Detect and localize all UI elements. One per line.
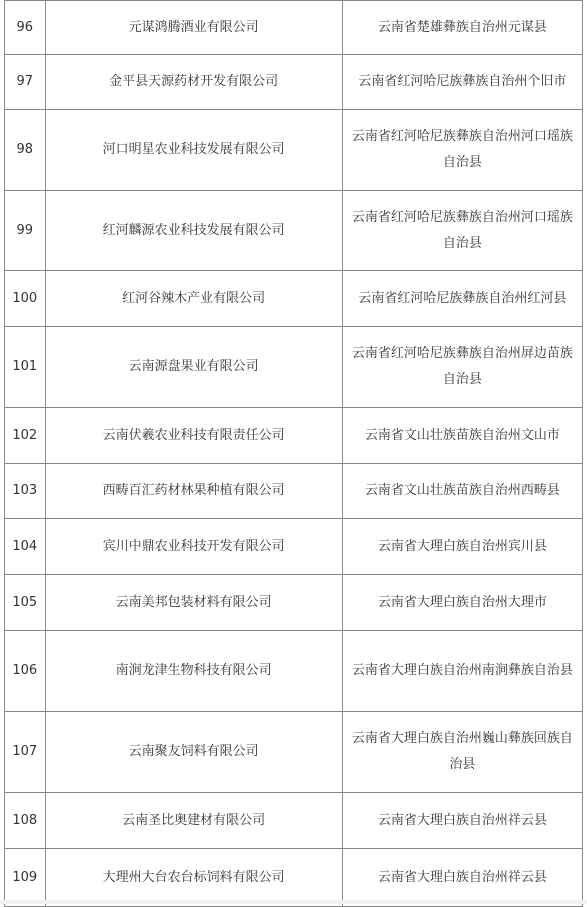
region-cell: 云南省红河哈尼族彝族自治州红河县 bbox=[342, 271, 582, 327]
row-number: 100 bbox=[5, 271, 46, 327]
region-cell: 云南省楚雄彝族自治州元谋县 bbox=[342, 1, 582, 55]
table-row bbox=[5, 849, 583, 907]
table-row bbox=[5, 408, 583, 464]
table-body bbox=[5, 1, 583, 907]
region-cell: 云南省文山壮族苗族自治州文山市 bbox=[342, 408, 582, 464]
row-number: 109 bbox=[5, 849, 46, 907]
table-row bbox=[5, 519, 583, 575]
table-row bbox=[5, 327, 583, 408]
table-row bbox=[5, 464, 583, 519]
company-name-cell: 西畴百汇药材林果种植有限公司 bbox=[45, 464, 342, 519]
region-cell: 云南省大理白族自治州祥云县 bbox=[342, 793, 582, 849]
table-row bbox=[5, 793, 583, 849]
bottom-edge-strip bbox=[0, 900, 587, 904]
table-row bbox=[5, 1, 583, 55]
row-number: 101 bbox=[5, 327, 46, 408]
region-cell: 云南省大理白族自治州南涧彝族自治县 bbox=[342, 631, 582, 712]
company-name-cell: 云南伏羲农业科技有限责任公司 bbox=[45, 408, 342, 464]
company-name-cell: 红河谷辣木产业有限公司 bbox=[45, 271, 342, 327]
row-number: 102 bbox=[5, 408, 46, 464]
region-cell: 云南省文山壮族苗族自治州西畴县 bbox=[342, 464, 582, 519]
region-cell: 云南省大理白族自治州宾川县 bbox=[342, 519, 582, 575]
region-cell: 云南省红河哈尼族彝族自治州个旧市 bbox=[342, 55, 582, 110]
row-number: 106 bbox=[5, 631, 46, 712]
row-number: 108 bbox=[5, 793, 46, 849]
company-name-cell: 大理州大台农台标饲料有限公司 bbox=[45, 849, 342, 907]
table-row bbox=[5, 271, 583, 327]
region-cell: 云南省红河哈尼族彝族自治州河口瑶族自治县 bbox=[342, 110, 582, 191]
row-number: 98 bbox=[5, 110, 46, 191]
company-name-cell: 云南聚友饲料有限公司 bbox=[45, 712, 342, 793]
row-number: 97 bbox=[5, 55, 46, 110]
region-cell: 云南省大理白族自治州祥云县 bbox=[342, 849, 582, 907]
region-cell: 云南省大理白族自治州巍山彝族回族自治县 bbox=[342, 712, 582, 793]
row-number: 104 bbox=[5, 519, 46, 575]
region-cell: 云南省大理白族自治州大理市 bbox=[342, 575, 582, 631]
company-name-cell: 河口明星农业科技发展有限公司 bbox=[45, 110, 342, 191]
region-cell: 云南省红河哈尼族彝族自治州屏边苗族自治县 bbox=[342, 327, 582, 408]
row-number: 99 bbox=[5, 191, 46, 271]
company-name-cell: 红河麟源农业科技发展有限公司 bbox=[45, 191, 342, 271]
company-name-cell: 宾川中鼎农业科技开发有限公司 bbox=[45, 519, 342, 575]
table-row bbox=[5, 110, 583, 191]
table-row bbox=[5, 575, 583, 631]
company-name-cell: 云南源盘果业有限公司 bbox=[45, 327, 342, 408]
company-name-cell: 南涧龙津生物科技有限公司 bbox=[45, 631, 342, 712]
company-name-cell: 云南圣比奥建材有限公司 bbox=[45, 793, 342, 849]
table-row bbox=[5, 631, 583, 712]
company-name-cell: 元谋鸿腾酒业有限公司 bbox=[45, 1, 342, 55]
table-row bbox=[5, 55, 583, 110]
company-name-cell: 云南美邦包装材料有限公司 bbox=[45, 575, 342, 631]
company-name-cell: 金平县天源药材开发有限公司 bbox=[45, 55, 342, 110]
row-number: 105 bbox=[5, 575, 46, 631]
row-number: 107 bbox=[5, 712, 46, 793]
table-row bbox=[5, 191, 583, 271]
table-row bbox=[5, 712, 583, 793]
row-number: 96 bbox=[5, 1, 46, 55]
row-number: 103 bbox=[5, 464, 46, 519]
company-list-table bbox=[4, 0, 583, 907]
region-cell: 云南省红河哈尼族彝族自治州河口瑶族自治县 bbox=[342, 191, 582, 271]
